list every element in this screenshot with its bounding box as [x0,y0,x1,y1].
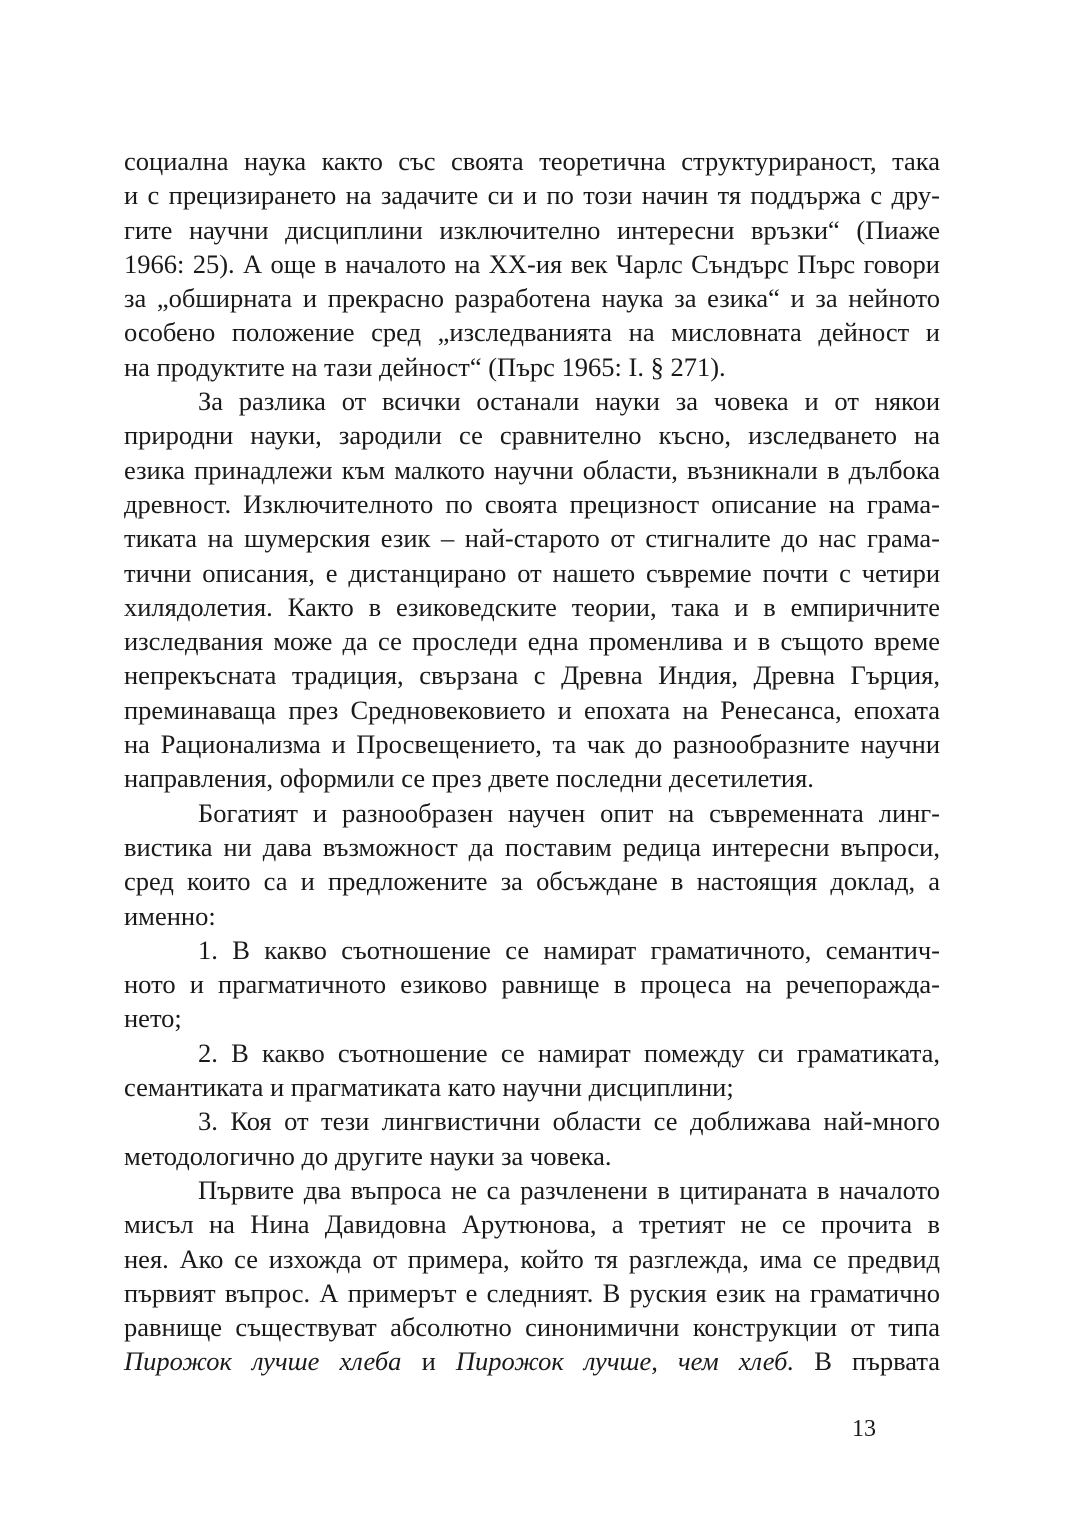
text-line: 2. В какво съотношение се намират помежду си граматиката, [198,1037,940,1068]
text-line: Първите два въпроса не са разчленени в цитираната в началото [198,1174,940,1205]
text-line: сред които са и предложените за обсъждане в настоящия доклад, а [124,866,940,897]
text-line: социална наука както със своята теоретична структурираност, така [124,146,940,176]
text-line: преминаваща през Средновековието и епохата на Ренесанса, епохата [124,694,940,725]
text-line: направления, оформили се през двете последни десетилетия. [124,763,814,794]
text-line: и с прецизирането на задачите си и по този начин тя поддържа с дру- [124,180,940,211]
conjunction: и [421,1346,436,1377]
text-line: тични описания, е дистанцирано от нашето съвремие почти с четири [124,557,940,588]
text-line: природни науки, зародили се сравнително късно, изследването на [124,420,940,451]
page-body [124,144,940,1379]
example-phrase-1: Пирожок лучше хлеба [124,1346,402,1377]
text-line: древност. Изключителното по своята прецизност описание на грама- [124,488,940,519]
paragraph [124,1036,940,1105]
example-phrase-2: Пирожок лучше, чем хлеб. [455,1346,795,1377]
text-line: За разлика от всички останали науки за човека и от някои [198,386,940,417]
paragraph [124,1173,940,1344]
text-line: на продуктите на тази дейност“ (Пърс 1965: I. § 271). [124,351,726,382]
text-line: вистика ни дава възможност да поставим редица интересни въпроси, [124,831,940,862]
text-line: именно: [124,900,216,931]
text-line: ното и прагматичното езиково равнище в процеса на речепораждa- [124,969,940,1000]
text-line: изследвания може да се проследи една променлива и в същото време [124,626,940,657]
text-line: тиката на шумерския език – най-старото от стигналите до нас грама- [124,523,940,554]
text-line: методологично до другите науки за човека. [124,1140,612,1171]
text-line: Богатият и разнообразен научен опит на съвременната линг- [198,797,940,828]
text-line: нея. Ако се изхожда от примера, който тя разглежда, има се предвид [124,1243,940,1274]
text-line: непрекъсната традиция, свързана с Древна Индия, Древна Гърция, [124,660,940,691]
paragraph [124,933,940,1036]
text-line: за „обширната и прекрасно разработена наука за езика“ и за нейното [124,283,940,314]
text-line: равнище съществуват абсолютно синонимични конструкции от типа [124,1312,940,1343]
text-line: семантиката и прагматиката като научни дисциплини; [124,1072,734,1103]
text-line: особено положение сред „изследванията на мисловната дейност и [124,317,940,348]
paragraph [124,384,940,796]
text-line: мисъл на Нина Давидовна Арутюнова, а третият не се прочита в [124,1209,940,1240]
text-line: гите научни дисциплини изключително интересни връзки“ (Пиаже [124,214,940,245]
text-line: езика принадлежи към малкото научни области, възникнали в дълбока [124,454,940,485]
text-line: 1. В какво съотношение се намират граматичното, семантич- [198,934,940,965]
text-line: на Рационализма и Просвещението, та чак до разнообразните научни [124,729,940,760]
text-line: първият въпрос. А примерът е следният. В руския език на граматично [124,1277,940,1308]
text-body [124,144,940,1344]
text-line: хилядолетия. Както в езиковедските теории, така и в емпиричните [124,591,940,622]
page-number: 13 [852,1416,876,1442]
paragraph [124,144,940,384]
line-tail: В първата [814,1346,941,1377]
text-line: 3. Коя от тези лингвистични области се доближава най-много [198,1106,940,1137]
paragraph [124,796,940,933]
text-line: 1966: 25). А още в началото на XX-ия век Чарлс Съндърс Пърс говори [124,248,940,279]
last-text-line [124,1344,940,1378]
text-line: нето; [124,1003,182,1034]
paragraph [124,1104,940,1173]
